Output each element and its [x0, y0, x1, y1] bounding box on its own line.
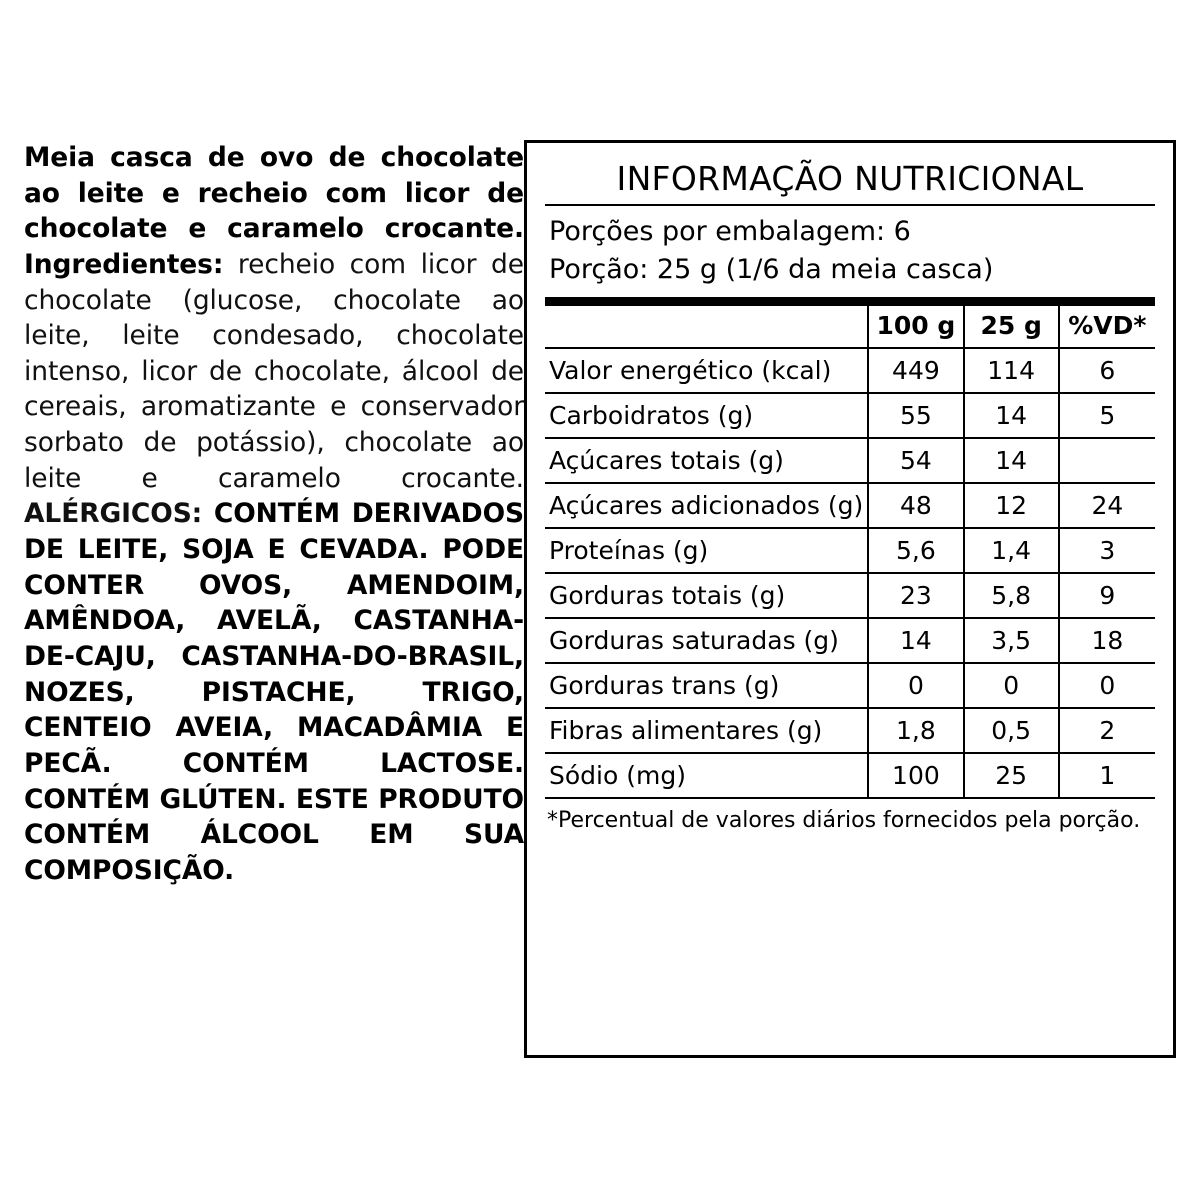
table-row: [545, 348, 1155, 393]
value-per-100g: 55: [868, 393, 963, 438]
table-row: [545, 528, 1155, 573]
servings-per-package: Porções por embalagem: 6: [549, 216, 911, 247]
table-row: [545, 393, 1155, 438]
nutrient-label: Açúcares adicionados (g): [545, 483, 868, 528]
nutrient-label: Gorduras trans (g): [545, 663, 868, 708]
nutrient-label: Fibras alimentares (g): [545, 708, 868, 753]
value-per-100g: 23: [868, 573, 963, 618]
nutrient-label: Açúcares totais (g): [545, 438, 868, 483]
table-row: [545, 438, 1155, 483]
value-per-100g: 5,6: [868, 528, 963, 573]
table-row: [545, 708, 1155, 753]
value-per-100g: 1,8: [868, 708, 963, 753]
header-nutrient: [545, 306, 868, 348]
value-per-serving: 1,4: [964, 528, 1059, 573]
header-per-serving: 25 g: [964, 306, 1059, 348]
value-per-100g: 100: [868, 753, 963, 797]
table-row: [545, 573, 1155, 618]
value-vd: 6: [1059, 348, 1155, 393]
nutrient-label: Carboidratos (g): [545, 393, 868, 438]
value-vd: 1: [1059, 753, 1155, 797]
value-per-serving: 12: [964, 483, 1059, 528]
header-vd: %VD*: [1059, 306, 1155, 348]
value-vd: [1059, 438, 1155, 483]
value-per-100g: 0: [868, 663, 963, 708]
ingredients-block: [24, 140, 524, 888]
table-row: [545, 663, 1155, 708]
nutrient-label: Proteínas (g): [545, 528, 868, 573]
value-per-100g: 14: [868, 618, 963, 663]
nutrition-footnote: *Percentual de valores diários fornecidos pela porção.: [547, 807, 1141, 833]
value-vd: 9: [1059, 573, 1155, 618]
nutrition-title: INFORMAÇÃO NUTRICIONAL: [616, 159, 1084, 198]
value-vd: 24: [1059, 483, 1155, 528]
value-per-serving: 0: [964, 663, 1059, 708]
value-per-100g: 54: [868, 438, 963, 483]
allergens-text: CONTÉM DERIVADOS DE LEITE, SOJA E CEVADA. PODE CONTER OVOS, AMENDOIM, AMÊNDOA, AVELÃ, CASTANHA-DE-CAJU, CASTANHA-DO-BRASIL, NOZES, PISTACHE, TRIGO, CENTEIO AVEIA, MACADÂMIA E PECÃ. CONTÉM LACTOSE. CONTÉM GLÚTEN. ESTE PRODUTO CONTÉM ÁLCOOL EM SUA COMPOSIÇÃO.: [24, 498, 524, 886]
table-row: [545, 483, 1155, 528]
value-vd: 5: [1059, 393, 1155, 438]
nutrient-label: Valor energético (kcal): [545, 348, 868, 393]
nutrition-table: [545, 306, 1155, 797]
value-vd: 18: [1059, 618, 1155, 663]
value-vd: 0: [1059, 663, 1155, 708]
value-per-100g: 48: [868, 483, 963, 528]
value-per-serving: 25: [964, 753, 1059, 797]
table-header-row: [545, 306, 1155, 348]
servings-info: [545, 206, 1155, 297]
serving-size: Porção: 25 g (1/6 da meia casca): [549, 254, 994, 286]
nutrition-facts-panel: [524, 140, 1176, 1058]
product-description: Meia casca de ovo de chocolate ao leite e recheio com licor de chocolate e caramelo crocante.: [24, 142, 524, 245]
nutrient-label: Gorduras saturadas (g): [545, 618, 868, 663]
value-per-serving: 0,5: [964, 708, 1059, 753]
value-per-100g: 449: [868, 348, 963, 393]
value-per-serving: 3,5: [964, 618, 1059, 663]
ingredients-text: recheio com licor de chocolate (glucose, chocolate ao leite, leite condesado, chocolate intenso, licor de chocolate, álcool de cereais, aromatizante e conservador sorbato de potássio), chocolate ao leite e caramelo crocante.: [24, 248, 524, 494]
value-vd: 2: [1059, 708, 1155, 753]
value-per-serving: 14: [964, 438, 1059, 483]
value-per-serving: 5,8: [964, 573, 1059, 618]
value-vd: 3: [1059, 528, 1155, 573]
ingredients-label: Ingredientes:: [24, 248, 224, 280]
allergens-label: ALÉRGICOS:: [24, 498, 203, 530]
nutrition-table-wrap: [545, 297, 1155, 797]
nutrient-label: Gorduras totais (g): [545, 573, 868, 618]
table-row: [545, 753, 1155, 797]
table-row: [545, 618, 1155, 663]
value-per-serving: 14: [964, 393, 1059, 438]
header-per-100g: 100 g: [868, 306, 963, 348]
value-per-serving: 114: [964, 348, 1059, 393]
nutrient-label: Sódio (mg): [549, 760, 686, 790]
